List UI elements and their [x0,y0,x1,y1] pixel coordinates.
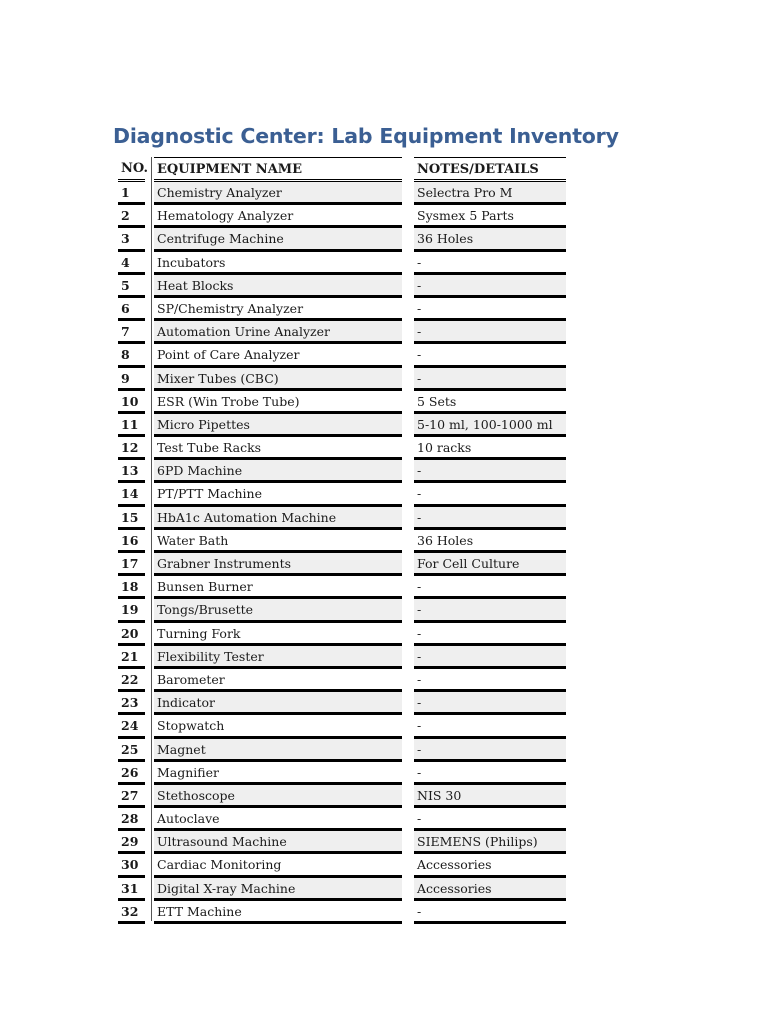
equipment-name: Indicator [154,692,402,715]
equipment-name: Stethoscope [154,785,402,808]
equipment-name: Heat Blocks [154,275,402,298]
row-number: 24 [118,715,145,738]
table-row [118,483,568,506]
table-row [118,368,568,391]
table-row [118,785,568,808]
table-row [118,692,568,715]
equipment-name: Point of Care Analyzer [154,344,402,367]
equipment-notes: - [414,483,566,506]
equipment-name: Incubators [154,252,402,275]
equipment-name: ESR (Win Trobe Tube) [154,391,402,414]
equipment-notes: - [414,739,566,762]
row-number: 26 [118,762,145,785]
row-number: 17 [118,553,145,576]
table-row [118,715,568,738]
table-row [118,460,568,483]
table-row [118,576,568,599]
equipment-notes: Selectra Pro M [414,182,566,205]
row-number: 28 [118,808,145,831]
row-number: 31 [118,878,145,901]
row-number: 32 [118,901,145,924]
equipment-notes: - [414,599,566,622]
row-number: 18 [118,576,145,599]
equipment-notes: - [414,576,566,599]
row-number: 12 [118,437,145,460]
equipment-notes: Accessories [414,878,566,901]
table-row [118,854,568,877]
row-number: 21 [118,646,145,669]
equipment-name: Cardiac Monitoring [154,854,402,877]
row-number: 11 [118,414,145,437]
table-row [118,739,568,762]
equipment-notes: 36 Holes [414,228,566,251]
header-notes: NOTES/DETAILS [414,157,566,182]
equipment-name: ETT Machine [154,901,402,924]
equipment-name: HbA1c Automation Machine [154,507,402,530]
equipment-name: Chemistry Analyzer [154,182,402,205]
equipment-name: Flexibility Tester [154,646,402,669]
row-number: 2 [118,205,145,228]
row-number: 13 [118,460,145,483]
equipment-notes: - [414,252,566,275]
table-row [118,831,568,854]
table-row [118,321,568,344]
table-row [118,646,568,669]
table-row [118,901,568,924]
table-row [118,298,568,321]
equipment-notes: - [414,321,566,344]
equipment-name: Autoclave [154,808,402,831]
equipment-notes: 10 racks [414,437,566,460]
equipment-name: Micro Pipettes [154,414,402,437]
row-number: 27 [118,785,145,808]
page-title: Diagnostic Center: Lab Equipment Inventory [113,124,619,148]
row-number: 16 [118,530,145,553]
equipment-notes: - [414,623,566,646]
equipment-table [118,157,568,924]
equipment-notes: NIS 30 [414,785,566,808]
equipment-notes: - [414,901,566,924]
equipment-name: Magnifier [154,762,402,785]
equipment-name: Bunsen Burner [154,576,402,599]
table-header-row [118,157,568,182]
equipment-name: Stopwatch [154,715,402,738]
row-number: 29 [118,831,145,854]
equipment-notes: - [414,507,566,530]
table-row [118,182,568,205]
equipment-name: Hematology Analyzer [154,205,402,228]
equipment-name: 6PD Machine [154,460,402,483]
row-number: 20 [118,623,145,646]
equipment-notes: - [414,692,566,715]
equipment-notes: 5-10 ml, 100-1000 ml [414,414,566,437]
header-equipment-name: EQUIPMENT NAME [154,157,402,182]
equipment-name: Grabner Instruments [154,553,402,576]
table-row [118,252,568,275]
equipment-name: PT/PTT Machine [154,483,402,506]
row-number: 4 [118,252,145,275]
equipment-notes: - [414,762,566,785]
table-row [118,623,568,646]
row-number: 30 [118,854,145,877]
equipment-name: Digital X-ray Machine [154,878,402,901]
equipment-notes: Accessories [414,854,566,877]
row-number: 23 [118,692,145,715]
table-row [118,507,568,530]
equipment-name: SP/Chemistry Analyzer [154,298,402,321]
equipment-notes: 5 Sets [414,391,566,414]
equipment-notes: - [414,669,566,692]
table-row [118,553,568,576]
equipment-notes: Sysmex 5 Parts [414,205,566,228]
equipment-name: Ultrasound Machine [154,831,402,854]
row-number: 15 [118,507,145,530]
row-number: 3 [118,228,145,251]
equipment-notes: SIEMENS (Philips) [414,831,566,854]
equipment-name: Tongs/Brusette [154,599,402,622]
row-number: 19 [118,599,145,622]
equipment-name: Centrifuge Machine [154,228,402,251]
equipment-notes: For Cell Culture [414,553,566,576]
table-row [118,275,568,298]
equipment-notes: 36 Holes [414,530,566,553]
table-row [118,669,568,692]
equipment-notes: - [414,646,566,669]
table-body [118,182,568,924]
table-row [118,414,568,437]
row-number: 7 [118,321,145,344]
equipment-name: Test Tube Racks [154,437,402,460]
equipment-name: Automation Urine Analyzer [154,321,402,344]
equipment-name: Turning Fork [154,623,402,646]
row-number: 25 [118,739,145,762]
equipment-name: Water Bath [154,530,402,553]
equipment-notes: - [414,715,566,738]
table-row [118,530,568,553]
equipment-name: Magnet [154,739,402,762]
row-number: 5 [118,275,145,298]
row-number: 9 [118,368,145,391]
equipment-notes: - [414,460,566,483]
equipment-notes: - [414,275,566,298]
equipment-notes: - [414,344,566,367]
table-row [118,762,568,785]
row-number: 8 [118,344,145,367]
equipment-notes: - [414,298,566,321]
table-row [118,437,568,460]
table-row [118,228,568,251]
header-no: NO. [118,157,145,182]
table-row [118,205,568,228]
equipment-name: Barometer [154,669,402,692]
table-row [118,599,568,622]
table-row [118,878,568,901]
table-row [118,344,568,367]
row-number: 6 [118,298,145,321]
row-number: 22 [118,669,145,692]
row-number: 1 [118,182,145,205]
table-row [118,391,568,414]
row-number: 10 [118,391,145,414]
table-row [118,808,568,831]
equipment-name: Mixer Tubes (CBC) [154,368,402,391]
equipment-notes: - [414,368,566,391]
row-number: 14 [118,483,145,506]
equipment-notes: - [414,808,566,831]
